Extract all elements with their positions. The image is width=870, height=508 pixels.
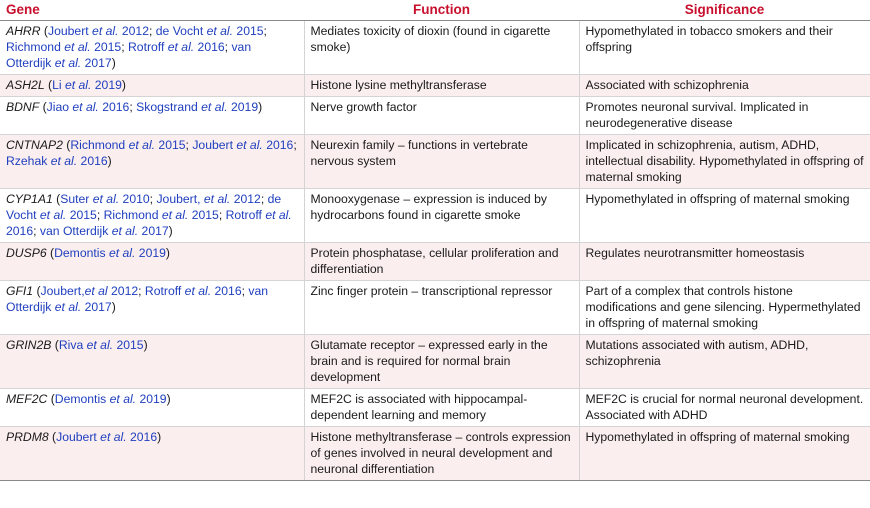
citation-author: Joubert, [40,284,85,298]
citation-author: Richmond [6,40,65,54]
citation-year: 2019 [136,392,167,406]
citation-year: 2017 [81,300,112,314]
citation-author: Rotroff [144,284,185,298]
citation-etal: et al. [265,208,292,222]
gene-cell: AHRR (Joubert et al. 2012; de Vocht et al. 2015; Richmond et al. 2015; Rotroff et al. 2016; van Otterdijk et al. 2017) [0,21,304,75]
citation-year: 2015 [233,24,264,38]
citation-etal: et al. [109,392,137,406]
citation-etal: et al. [203,192,231,206]
significance-cell: MEF2C is crucial for normal neuronal development. Associated with ADHD [579,389,870,427]
citation-author: Li [52,78,65,92]
significance-cell: Implicated in schizophrenia, autism, ADHD, intellectual disability. Hypomethylated in offspring of maternal smoking [579,135,870,189]
citation-etal: et al. [111,224,139,238]
citation-link[interactable] [54,246,166,260]
gene-cell: BDNF (Jiao et al. 2016; Skogstrand et al. 2019) [0,97,304,135]
function-cell: Nerve growth factor [304,97,579,135]
citation-year: 2016 [194,40,225,54]
citation-author: Riva [58,338,87,352]
table-row [0,135,870,189]
citation-etal: et al. [92,24,119,38]
gene-cell: ASH2L (Li et al. 2019) [0,75,304,97]
gene-name: BDNF [6,100,40,114]
significance-cell: Mutations associated with autism, ADHD, schizophrenia [579,335,870,389]
significance-cell: Part of a complex that controls histone modifications and gene silencing. Hypermethylated in offspring of maternal smoking [579,281,870,335]
citation-etal: et al [84,284,108,298]
citation-link[interactable] [60,192,149,206]
significance-cell: Hypomethylated in offspring of maternal smoking [579,427,870,481]
header-significance: Significance [579,0,870,21]
gene-name: CNTNAP2 [6,138,63,152]
citation-year: 2019 [227,100,259,114]
citation-year: 2017 [81,56,112,70]
function-cell: Neurexin family – functions in vertebrate nervous system [304,135,579,189]
table-row [0,21,870,75]
citation-etal: et al. [54,300,82,314]
citation-year: 2016 [211,284,242,298]
gene-name: CYP1A1 [6,192,53,206]
gene-name: GFI1 [6,284,34,298]
citation-author: van Otterdijk [6,40,252,70]
function-cell: Histone methyltransferase – controls expression of genes involved in neural development and neuronal differentiation [304,427,579,481]
citation-author: Jiao [46,100,73,114]
function-cell: Glutamate receptor – expressed early in the brain and is required for normal brain development [304,335,579,389]
citation-link[interactable] [192,138,293,152]
gene-cell: CNTNAP2 (Richmond et al. 2015; Joubert et al. 2016; Rzehak et al. 2016) [0,135,304,189]
citation-author: Demontis [54,246,109,260]
gene-cell: GRIN2B (Riva et al. 2015) [0,335,304,389]
citation-etal: et al. [64,40,91,54]
citation-etal: et al. [167,40,195,54]
citation-link[interactable] [59,338,144,352]
citation-etal: et al. [72,100,99,114]
citation-link[interactable] [41,284,139,298]
gene-name: GRIN2B [6,338,52,352]
citation-year: 2016 [98,100,130,114]
citation-year: 2019 [91,78,122,92]
citation-link[interactable] [40,224,169,238]
significance-cell: Hypomethylated in tobacco smokers and their offspring [579,21,870,75]
citation-year: 2016 [77,154,108,168]
citation-author: Joubert, [156,192,204,206]
citation-link[interactable] [47,100,130,114]
function-cell: Histone lysine methyltransferase [304,75,579,97]
table-row [0,97,870,135]
citation-etal: et al. [54,56,82,70]
citation-etal: et al. [92,192,120,206]
significance-cell: Hypomethylated in offspring of maternal smoking [579,189,870,243]
citation-author: Rzehak [6,154,51,168]
citation-author: de Vocht [6,192,282,222]
citation-author: Richmond [103,208,162,222]
citation-author: Joubert [56,430,101,444]
citation-etal: et al. [108,246,136,260]
significance-cell: Associated with schizophrenia [579,75,870,97]
citation-etal: et al. [64,78,92,92]
gene-cell: CYP1A1 (Suter et al. 2010; Joubert, et al. 2012; de Vocht et al. 2015; Richmond et al. 2015; Rotroff et al. 2016; van Otterdijk et al. 2017) [0,189,304,243]
citation-year: 2017 [138,224,169,238]
citation-link[interactable] [156,192,260,206]
table-row [0,189,870,243]
citation-etal: et al. [50,154,78,168]
header-row [0,0,870,21]
citation-author: Richmond [70,138,129,152]
gene-cell: GFI1 (Joubert,et al 2012; Rotroff et al. 2016; van Otterdijk et al. 2017) [0,281,304,335]
citation-year: 2015 [155,138,186,152]
citation-author: Skogstrand [136,100,202,114]
gene-name: PRDM8 [6,430,49,444]
citation-link[interactable] [6,40,121,54]
citation-author: van Otterdijk [6,284,269,314]
gene-name: AHRR [6,24,41,38]
citation-year: 2016 [126,430,158,444]
table-body [0,21,870,481]
gene-cell: MEF2C (Demontis et al. 2019) [0,389,304,427]
citation-link[interactable] [145,284,242,298]
function-cell: Monooxygenase – expression is induced by hydrocarbons found in cigarette smoke [304,189,579,243]
header-gene: Gene [0,0,304,21]
citation-etal: et al. [100,430,127,444]
function-cell: Mediates toxicity of dioxin (found in cigarette smoke) [304,21,579,75]
citation-author: Suter [60,192,93,206]
table-row [0,281,870,335]
gene-cell: DUSP6 (Demontis et al. 2019) [0,243,304,281]
citation-link[interactable] [48,24,149,38]
citation-year: 2019 [135,246,166,260]
citation-etal: et al. [86,338,114,352]
citation-author: Demontis [54,392,110,406]
citation-year: 2015 [188,208,219,222]
citation-author: de Vocht [155,24,207,38]
table-row [0,427,870,481]
citation-link[interactable] [104,208,219,222]
gene-cell: PRDM8 (Joubert et al. 2016) [0,427,304,481]
significance-cell: Promotes neuronal survival. Implicated in neurodegenerative disease [579,97,870,135]
citation-year: 2012 [118,24,149,38]
citation-author: Rotroff [225,208,266,222]
citation-link[interactable] [55,392,167,406]
function-cell: Zinc finger protein – transcriptional repressor [304,281,579,335]
citation-author: Joubert [48,24,93,38]
table-row [0,335,870,389]
citation-link[interactable] [136,100,258,114]
citation-year: 2015 [90,40,122,54]
citation-year: 2012 [107,284,139,298]
citation-etal: et al. [236,138,263,152]
gene-name: ASH2L [6,78,45,92]
table-header [0,0,870,21]
citation-year: 2015 [113,338,144,352]
citation-etal: et al. [206,24,234,38]
function-cell: Protein phosphatase, cellular proliferation and differentiation [304,243,579,281]
citation-etal: et al. [161,208,189,222]
citation-link[interactable] [70,138,185,152]
gene-name: DUSP6 [6,246,47,260]
citation-year: 2015 [66,208,97,222]
table-row [0,75,870,97]
citation-author: van Otterdijk [39,224,112,238]
citation-link[interactable] [52,78,122,92]
citation-year: 2010 [119,192,150,206]
citation-etal: et al. [39,208,67,222]
citation-etal: et al. [201,100,228,114]
citation-link[interactable] [6,154,108,168]
function-cell: MEF2C is associated with hippocampal-dependent learning and memory [304,389,579,427]
significance-cell: Regulates neurotransmitter homeostasis [579,243,870,281]
header-function: Function [304,0,579,21]
citation-link[interactable] [128,40,225,54]
citation-year: 2012 [230,192,261,206]
table-row [0,243,870,281]
citation-etal: et al. [184,284,212,298]
citation-etal: et al. [128,138,156,152]
citation-author: Rotroff [127,40,168,54]
citation-year: 2016 [6,224,34,238]
citation-year: 2016 [262,138,294,152]
citation-link[interactable] [56,430,157,444]
table-row [0,389,870,427]
citation-link[interactable] [156,24,264,38]
citation-author: Joubert [192,138,237,152]
gene-name: MEF2C [6,392,48,406]
